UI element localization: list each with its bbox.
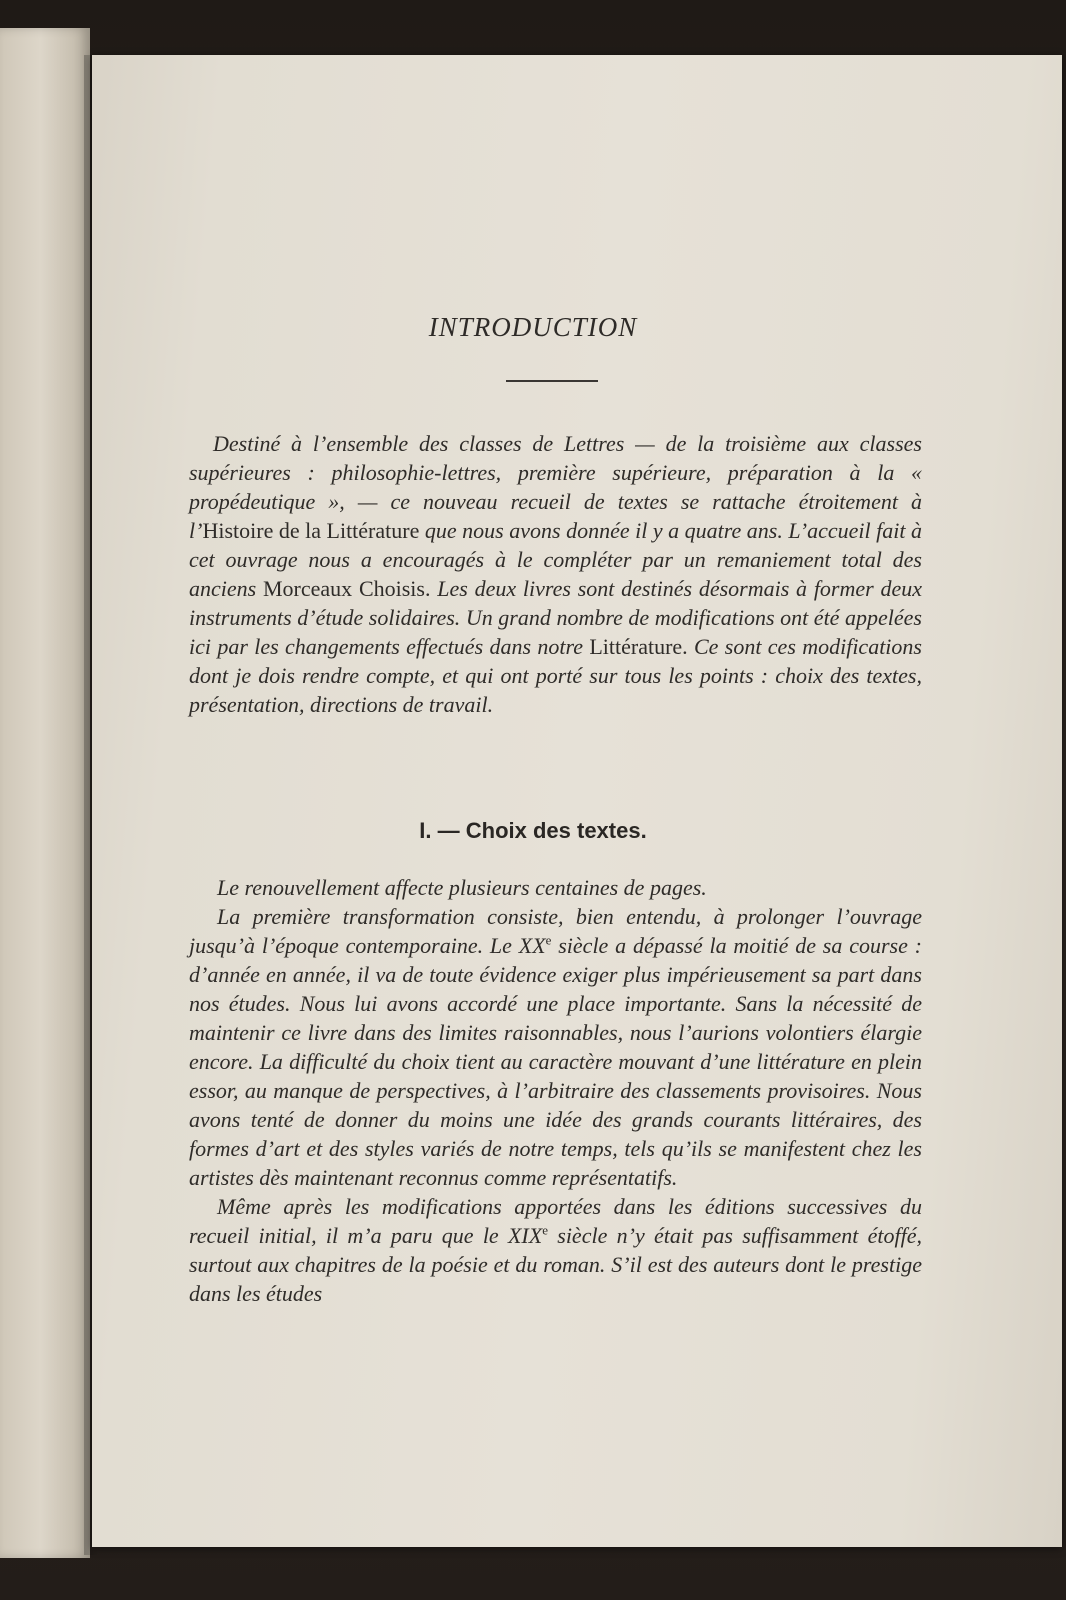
section-paragraph-2-part-a: La première transformation consiste, bien entendu, à prolonger l’ouvrage jusqu’à l’époque contemporaine. Le XX — [189, 904, 922, 958]
section-paragraph-2-part-b: siècle a dépassé la moitié de sa course : d’année en année, il va de toute évidence exiger plus impérieusement sa part dans nos études. Nous lui avons accordé une place importante. Sans la nécessité de maintenir ce livre dans des limites raisonnables, nous l’aurions volontiers élargie encore. La difficulté du choix tient au caractère mouvant d’une littérature en plein essor, au manque de perspectives, à l’arbitraire des classements provisoires. Nous avons tenté de donner du moins une idée des grands courants littéraires, des formes d’art et des styles variés de notre temps, tels qu’ils se manifestent chez les artistes dès maintenant reconnus comme représentatifs. — [189, 933, 922, 1190]
intro-text-part4: Ce sont ces modifications dont je dois rendre compte, et qui ont porté sur tous les points : choix des textes, présentation, directions de travail. — [189, 634, 922, 717]
section-paragraph-1: Le renouvellement affecte plusieurs centaines de pages. — [217, 875, 707, 900]
section-body — [189, 873, 922, 1308]
page-title: INTRODUCTION — [428, 312, 638, 342]
superscript-e: e — [545, 932, 552, 948]
book-title-histoire: Histoire de la Littérature — [202, 518, 420, 543]
book-title-litterature: Littérature. — [589, 634, 688, 659]
intro-text-part2: que nous avons donnée il y a quatre ans. L’accueil fait à cet ouvrage nous a encouragés à le compléter par un remaniement total des anciens — [189, 518, 922, 601]
section-paragraph-3-part-a: Même après les modifications apportées dans les éditions successives du recueil initial, il m’a paru que le XIX — [189, 1194, 922, 1248]
book-title-morceaux: Morceaux Choisis. — [262, 576, 431, 601]
section-paragraph-3 — [189, 1192, 922, 1308]
superscript-e: e — [542, 1222, 548, 1238]
title-rule — [506, 380, 598, 382]
book-page — [92, 55, 1062, 1547]
intro-text-part1: Destiné à l’ensemble des classes de Lettres — de la troisième aux classes supérieures : philosophie-lettres, première supérieure, préparation à la « propédeutique », — ce nouveau recueil de textes se rattache étroitement à l’ — [189, 431, 922, 543]
book-spine-edge — [0, 28, 90, 1558]
section-paragraph-3-part-b: siècle n’y était pas suffisamment étoffé, surtout aux chapitres de la poésie et du roman. S’il est des auteurs dont le prestige dans les études — [189, 1223, 923, 1306]
section-paragraph-2 — [189, 902, 922, 1192]
intro-paragraph-text — [189, 429, 922, 719]
section-heading: I. — Choix des textes. — [419, 818, 647, 843]
intro-text-part3: Les deux livres sont destinés désormais à former deux instruments d’étude solidaires. Un grand nombre de modifications ont été appelées ici par les changements effectués dans notre — [189, 576, 923, 659]
intro-paragraph — [189, 429, 922, 719]
